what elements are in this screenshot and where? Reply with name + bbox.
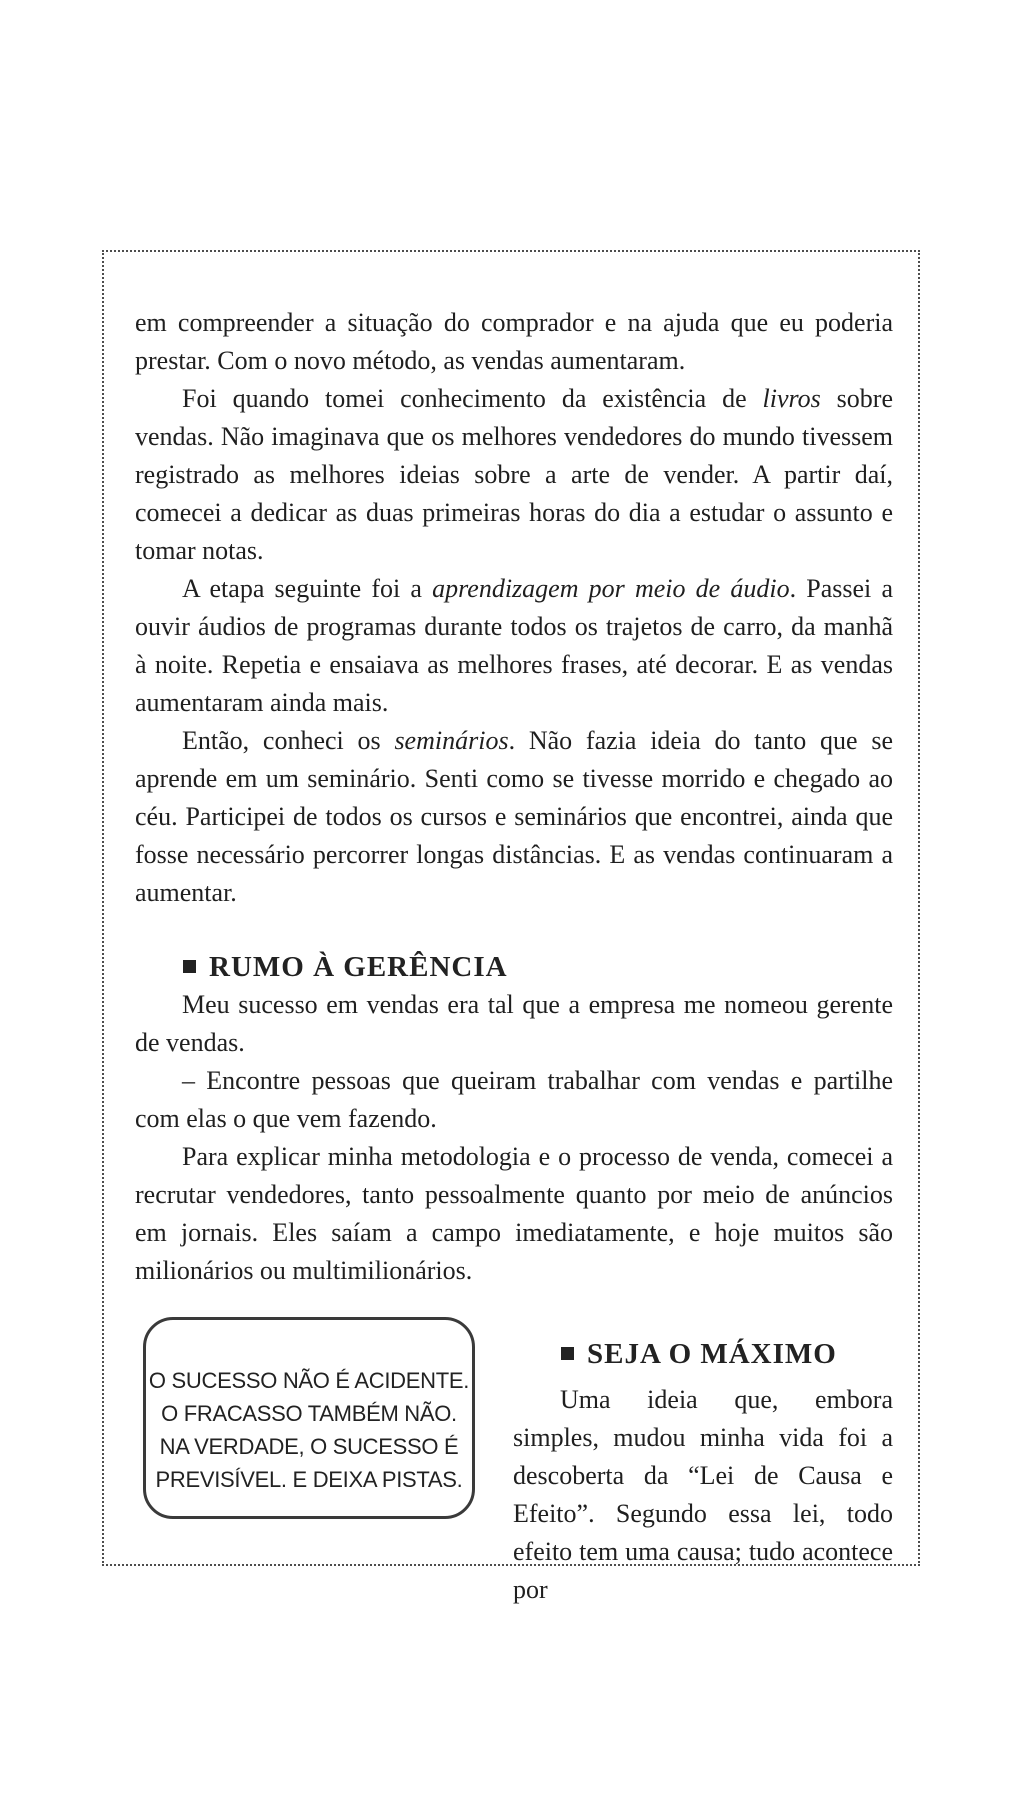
paragraph	[135, 304, 893, 380]
paragraph	[135, 1138, 893, 1290]
square-bullet-icon	[183, 960, 196, 973]
two-column-section	[135, 1317, 893, 1609]
paragraph-text: . Não fazia ideia do tanto que se aprende em um seminário. Senti como se tivesse morrido e chegado ao céu. Participei de todos os cursos e seminários que encontrei, ainda que fosse necessário percorrer longas distâncias. E as vendas continuaram a aumentar.	[135, 726, 894, 907]
paragraph-text: em compreender a situação do comprador e na ajuda que eu poderia prestar. Com o novo método, as vendas aumentaram.	[135, 308, 893, 375]
right-column	[513, 1317, 893, 1609]
paragraph-text: Foi quando tomei conhecimento da existência de	[182, 384, 763, 413]
paragraph-text: Para explicar minha metodologia e o processo de venda, comecei a recrutar vendedores, tanto pessoalmente quanto por meio de anúncios em jornais. Eles saíam a campo imediatamente, e hoje muitos são milionários ou multimilionários.	[135, 1142, 893, 1285]
paragraph-text: – Encontre pessoas que queiram trabalhar com vendas e partilhe com elas o que vem fazendo.	[135, 1066, 893, 1133]
paragraph	[135, 570, 893, 722]
quote-line: NA VERDADE, O SUCESSO É	[159, 1434, 459, 1459]
paragraph	[135, 380, 893, 570]
square-bullet-icon	[561, 1347, 574, 1360]
paragraph	[135, 986, 893, 1062]
paragraph-text: Uma ideia que, embora simples, mudou minha vida foi a descoberta da “Lei de Causa e Efeito”. Segundo essa lei, todo efeito tem uma causa; tudo acontece por	[513, 1385, 893, 1604]
italic-text: aprendizagem por meio de áudio	[432, 574, 790, 603]
paragraph-text: sobre vendas. Não imaginava que os melhores vendedores do mundo tivessem registrado as melhores ideias sobre a arte de vender. A partir daí, comecei a dedicar as duas primeiras horas do dia a estudar o assunto e tomar notas.	[135, 384, 893, 565]
paragraph-text: Então, conheci os	[182, 726, 395, 755]
quote-line: O FRACASSO TAMBÉM NÃO.	[161, 1401, 457, 1426]
paragraph	[135, 722, 893, 912]
section-heading-seja-o-maximo	[561, 1335, 893, 1373]
section-heading-label: SEJA O MÁXIMO	[587, 1338, 837, 1370]
page-dotted-border	[102, 250, 920, 1604]
section-heading-label: RUMO À GERÊNCIA	[209, 951, 508, 983]
italic-text: livros	[762, 384, 821, 413]
paragraph	[513, 1381, 893, 1609]
paragraph-text: A etapa seguinte foi a	[182, 574, 433, 603]
paragraph-text: Meu sucesso em vendas era tal que a empresa me nomeou gerente de vendas.	[135, 990, 893, 1057]
quote-line: O SUCESSO NÃO É ACIDENTE.	[148, 1368, 470, 1393]
italic-text: seminários	[394, 726, 509, 755]
quote-box	[143, 1317, 475, 1519]
section-heading-rumo-a-gerencia	[183, 948, 893, 986]
paragraph-text: . Passei a ouvir áudios de programas durante todos os trajetos de carro, da manhã à noite. Repetia e ensaiava as melhores frases, até decorar. E as vendas aumentaram ainda mais.	[135, 574, 893, 717]
paragraph	[135, 1062, 893, 1138]
quote-line: PREVISÍVEL. E DEIXA PISTAS.	[155, 1467, 463, 1492]
